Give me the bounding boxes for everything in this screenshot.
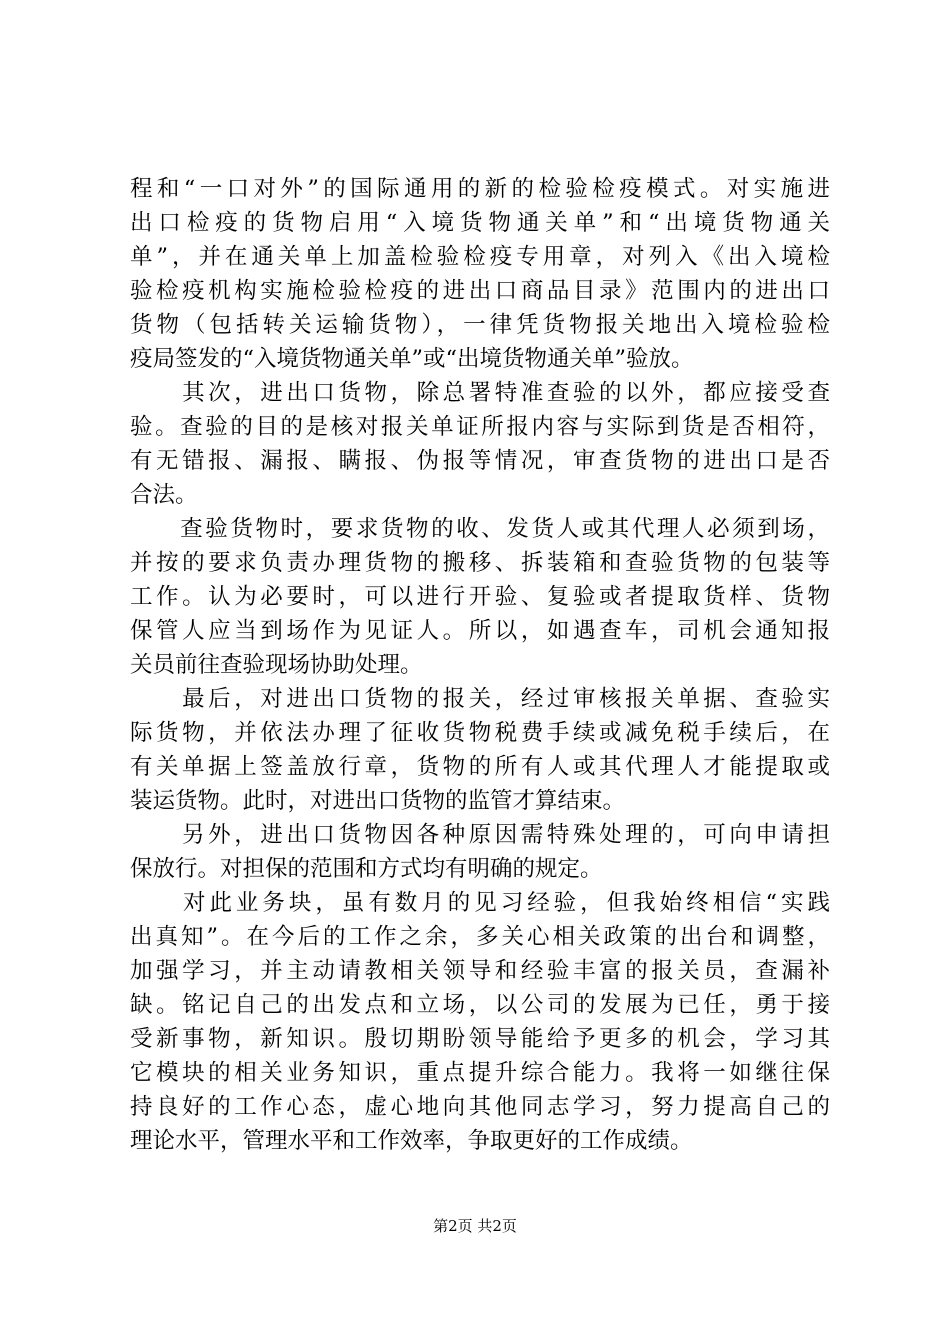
text-line: 理论水平，管理水平和工作效率，争取更好的工作成绩。: [130, 1128, 693, 1154]
text-line: 疫局签发的“入境货物通关单”或“出境货物通关单”验放。: [130, 346, 694, 372]
text-line: 关员前往查验现场协助处理。: [130, 652, 423, 678]
text-line: 另外，进出口货物因各种原因需特殊处理的，可向申请担: [130, 822, 830, 848]
text-line: 装运货物。此时，对进出口货物的监管才算结束。: [130, 788, 626, 814]
text-line: 货物（包括转关运输货物），一律凭货物报关地出入境检验检: [130, 312, 830, 338]
text-line: 保管人应当到场作为见证人。所以，如遇查车，司机会通知报: [130, 618, 830, 644]
text-line: 查验货物时，要求货物的收、发货人或其代理人必须到场，: [130, 516, 830, 542]
text-line: 并按的要求负责办理货物的搬移、拆装箱和查验货物的包装等: [130, 550, 830, 576]
text-line: 持良好的工作心态，虚心地向其他同志学习，努力提高自己的: [130, 1094, 830, 1120]
text-line: 际货物，并依法办理了征收货物税费手续或减免税手续后，在: [130, 720, 830, 746]
page-footer: 第2页 共2页: [433, 1217, 517, 1235]
text-line: 加强学习，并主动请教相关领导和经验丰富的报关员，查漏补: [130, 958, 830, 984]
text-line: 它模块的相关业务知识，重点提升综合能力。我将一如继往保: [130, 1060, 830, 1086]
text-line: 验检疫机构实施检验检疫的进出口商品目录》范围内的进出口: [130, 278, 830, 304]
text-line: 合法。: [130, 482, 198, 508]
text-line: 出真知”。在今后的工作之余，多关心相关政策的出台和调整，: [130, 924, 830, 950]
text-line: 有无错报、漏报、瞒报、伪报等情况，审查货物的进出口是否: [130, 448, 830, 474]
text-line: 其次，进出口货物，除总署特准查验的以外，都应接受查: [130, 380, 830, 406]
text-line: 对此业务块，虽有数月的见习经验，但我始终相信“实践: [130, 890, 830, 916]
text-line: 单”，并在通关单上加盖检验检疫专用章，对列入《出入境检: [130, 244, 830, 270]
text-line: 受新事物，新知识。殷切期盼领导能给予更多的机会，学习其: [130, 1026, 830, 1052]
text-line: 最后，对进出口货物的报关，经过审核报关单据、查验实: [130, 686, 830, 712]
text-line: 程和“一口对外”的国际通用的新的检验检疫模式。对实施进: [130, 176, 830, 202]
text-line: 验。查验的目的是核对报关单证所报内容与实际到货是否相符，: [130, 414, 830, 440]
text-line: 出口检疫的货物启用“入境货物通关单”和“出境货物通关: [130, 210, 830, 236]
document-body: [130, 172, 830, 1158]
text-line: 保放行。对担保的范围和方式均有明确的规定。: [130, 856, 603, 882]
text-line: 工作。认为必要时，可以进行开验、复验或者提取货样、货物: [130, 584, 830, 610]
text-line: 有关单据上签盖放行章，货物的所有人或其代理人才能提取或: [130, 754, 830, 780]
text-line: 缺。铭记自己的出发点和立场，以公司的发展为已任，勇于接: [130, 992, 830, 1018]
